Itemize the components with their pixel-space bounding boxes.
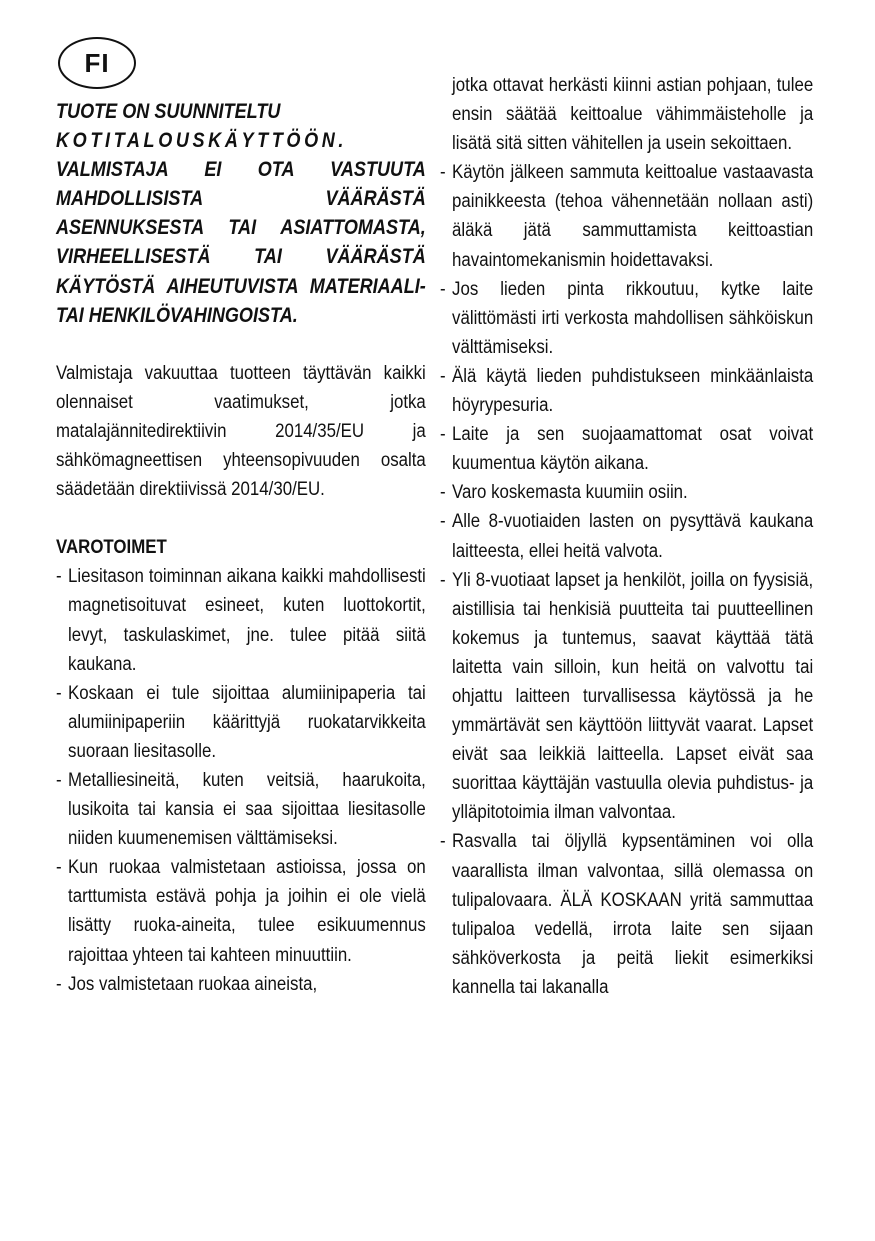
conformity-declaration: Valmistaja vakuuttaa tuotteen täyttävän kaikki olennaiset vaatimukset, jotka matalajännitedirektiivin 2014/35/EU ja sähkömagneettisen yhteensopivuuden osalta säädetään direktiivissä 2014/30/EU. <box>56 361 426 501</box>
list-item: - Kun ruokaa valmistetaan astioissa, jossa on tarttumista estävä pohja ja joihin ei ole vielä lisätty ruoka-aineita, tulee esikuumennus rajoittaa yhteen tai kahteen minuuttiin. <box>56 853 426 969</box>
precautions-list-right <box>440 158 813 1002</box>
left-column <box>56 97 426 999</box>
list-item: - Älä käytä lieden puhdistukseen minkäänlaista höyrypesuria. <box>440 362 813 420</box>
list-item-continuation: jotka ottavat herkästi kiinni astian pohjaan, tulee ensin säätää keittoalue vähimmäisteholle ja lisätä sitä sitten vähitellen ja usein sekoittaen. <box>452 74 814 155</box>
list-item: - Laite ja sen suojaamattomat osat voivat kuumentua käytön aikana. <box>440 420 813 478</box>
warning-line-1: TUOTE ON SUUNNITELTU <box>56 100 281 123</box>
list-item: - Yli 8-vuotiaat lapset ja henkilöt, joilla on fyysisiä, aistillisia tai henkisiä puutteita tai puutteellinen kokemus ja tuntemus, saavat käyttää tätä laitetta vain silloin, kun heitä on valvottu tai ohjattu laitteen turvallisessa käytössä ja he ymmärtävät sen käyttöön liittyvät vaarat. Lapset eivät saa leikkiä laitteella. Lapset eivät saa suorittaa käyttäjän vastuulla olevia puhdistus- ja ylläpitotoimia ilman valvontaa. <box>440 566 813 828</box>
manufacturer-warning <box>56 97 426 330</box>
list-item: - Jos valmistetaan ruokaa aineista, <box>56 970 426 999</box>
list-item: - Käytön jälkeen sammuta keittoalue vastaavasta painikkeesta (tehoa vähennetään nollaan asti) äläkä jätä sammuttamista keittoastian havaintomekanismin hoidettavaksi. <box>440 158 813 274</box>
list-item: - Koskaan ei tule sijoittaa alumiinipaperia tai alumiinipaperiin käärittyjä ruokatarvikkeita suoraan liesitasolle. <box>56 679 426 766</box>
warning-rest: VALMISTAJA EI OTA VASTUUTA MAHDOLLISISTA VÄÄRÄSTÄ ASENNUKSESTA TAI ASIATTOMASTA, VIRHEELLISESTÄ TAI VÄÄRÄSTÄ KÄYTÖSTÄ AIHEUTUVISTA MATERIAALI-TAI HENKILÖVAHINGOISTA. <box>56 158 426 327</box>
right-column <box>440 71 813 1002</box>
list-item: - Metalliesineitä, kuten veitsiä, haarukoita, lusikoita tai kansia ei saa sijoittaa liesitasolle niiden kuumenemisen välttämiseksi. <box>56 766 426 853</box>
section-heading: VAROTOIMET <box>56 536 167 559</box>
list-item: - Alle 8-vuotiaiden lasten on pysyttävä kaukana laitteesta, ellei heitä valvota. <box>440 507 813 565</box>
list-item: - Varo koskemasta kuumiin osiin. <box>440 478 813 507</box>
list-item: - Rasvalla tai öljyllä kypsentäminen voi olla vaarallista ilman valvontaa, sillä olemassa on tulipalovaara. ÄLÄ KOSKAAN yritä sammuttaa tulipaloa vedellä, irrota laite sen sijaan sähköverkosta ja peitä liekit esimerkiksi kannella tai lakanalla <box>440 827 813 1002</box>
list-item: - Liesitason toiminnan aikana kaikki mahdollisesti magnetisoituvat esineet, kuten luottokortit, levyt, taskulaskimet, jne. tulee pitää siitä kaukana. <box>56 562 426 678</box>
list-item: - Jos lieden pinta rikkoutuu, kytke laite välittömästi irti verkosta mahdollisen sähköiskun välttämiseksi. <box>440 275 813 362</box>
language-badge: FI <box>58 37 136 89</box>
warning-line-2: KOTITALOUSKÄYTTÖÖN. <box>56 129 348 153</box>
precautions-list-left <box>56 562 426 998</box>
